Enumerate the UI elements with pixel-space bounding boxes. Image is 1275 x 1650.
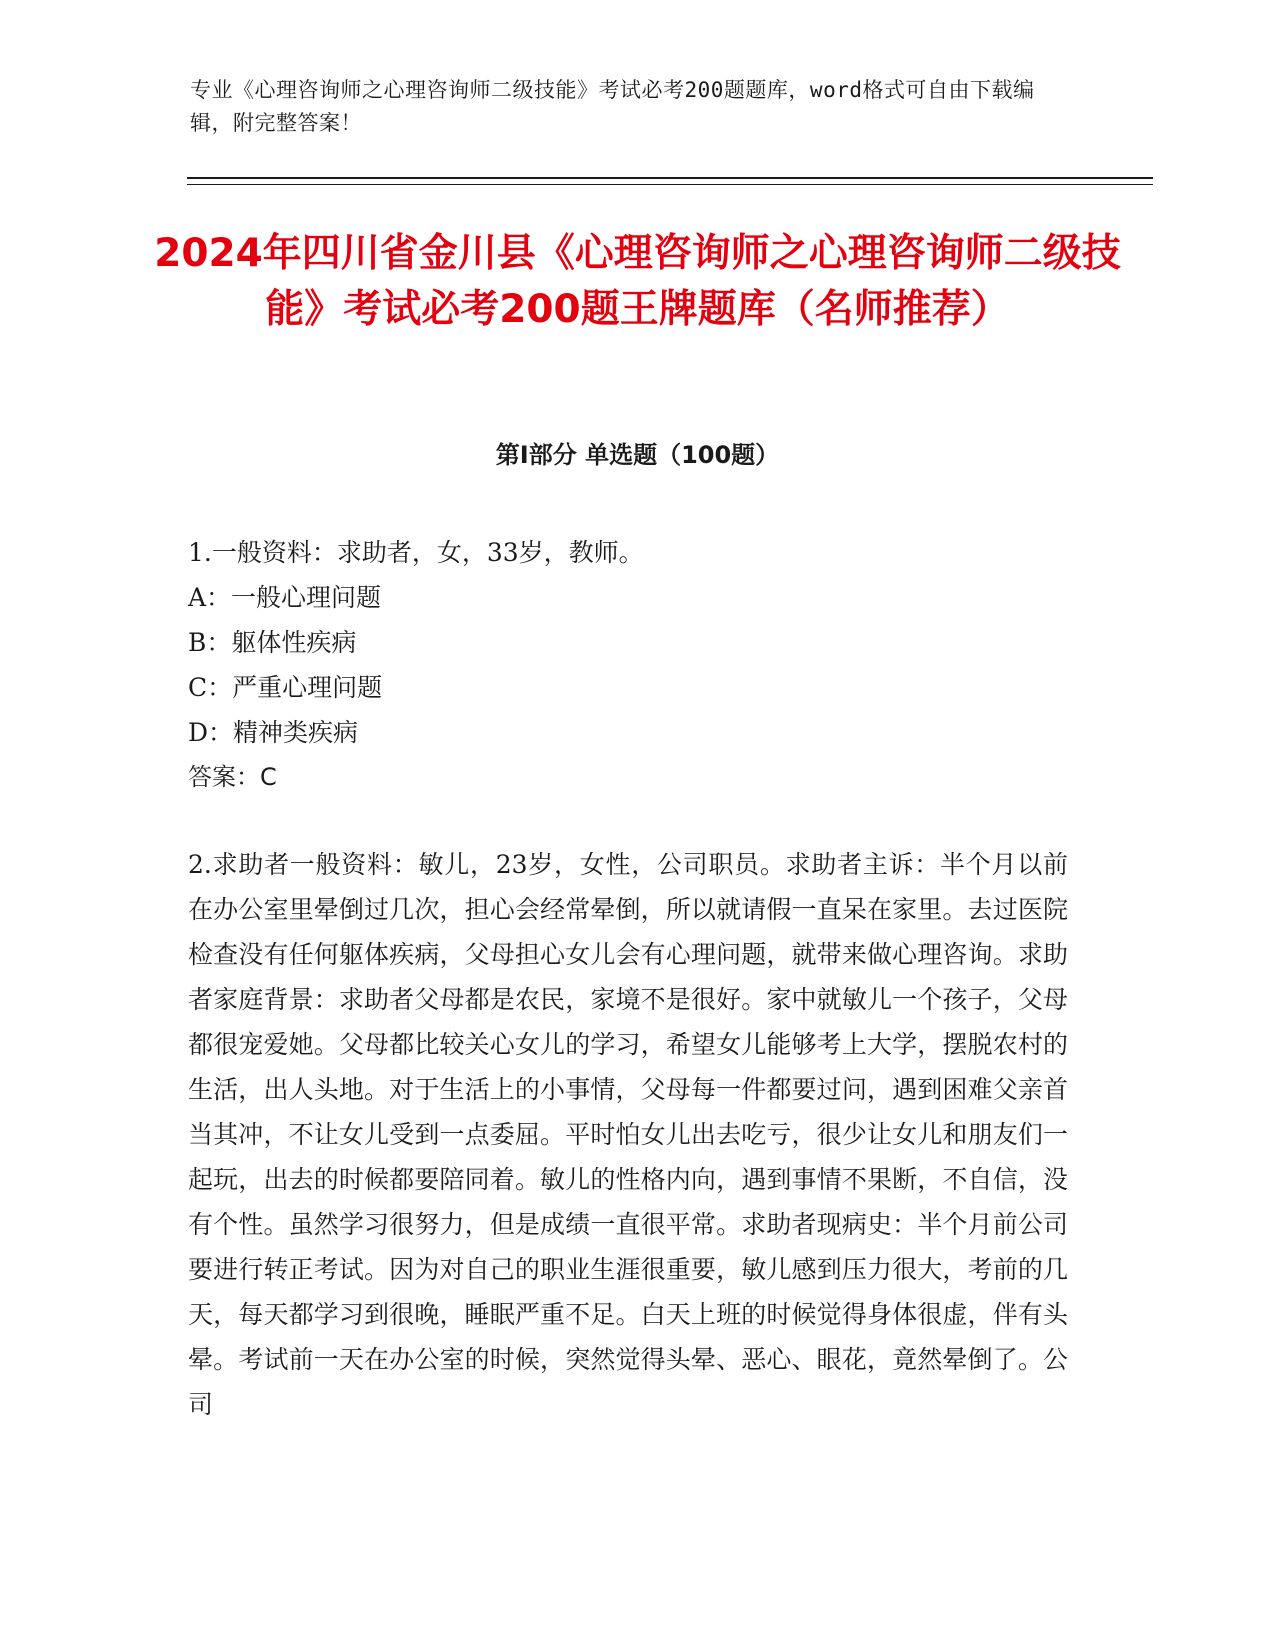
- option-c: C：严重心理问题: [188, 673, 383, 702]
- option-b: B：躯体性疾病: [188, 628, 357, 657]
- question-list: [188, 530, 1068, 1427]
- header-divider-thick: [187, 177, 1153, 179]
- document-title: 2024年四川省金川县《心理咨询师之心理咨询师二级技能》考试必考200题王牌题库（名师推荐）: [154, 231, 1121, 332]
- answer-line: 答案：C: [188, 763, 277, 791]
- question-spacer: [188, 800, 1068, 842]
- header-note: 专业《心理咨询师之心理咨询师二级技能》考试必考200题题库，word格式可自由下载编辑，附完整答案！: [190, 78, 1035, 135]
- question-stem: 2.求助者一般资料：敏儿，23岁，女性，公司职员。求助者主诉：半个月以前在办公室里晕倒过几次，担心会经常晕倒，所以就请假一直呆在家里。去过医院检查没有任何躯体疾病，父母担心女儿会有心理问题，就带来做心理咨询。求助者家庭背景：求助者父母都是农民，家境不是很好。家中就敏儿一个孩子，父母都很宠爱她。父母都比较关心女儿的学习，希望女儿能够考上大学，摆脱农村的生活，出人头地。对于生活上的小事情，父母每一件都要过问，遇到困难父亲首当其冲，不让女儿受到一点委屈。平时怕女儿出去吃亏，很少让女儿和朋友们一起玩，出去的时候都要陪同着。敏儿的性格内向，遇到事情不果断，不自信，没有个性。虽然学习很努力，但是成绩一直很平常。求助者现病史：半个月前公司要进行转正考试。因为对自己的职业生涯很重要，敏儿感到压力很大，考前的几天，每天都学习到很晚，睡眠严重不足。白天上班的时候觉得身体很虚，伴有头晕。考试前一天在办公室的时候，突然觉得头晕、恶心、眼花，竟然晕倒了。公司: [188, 850, 1068, 1419]
- question-1: [188, 530, 1068, 800]
- option-a: A：一般心理问题: [188, 583, 382, 612]
- option-d: D：精神类疾病: [188, 718, 359, 747]
- question-2: [188, 842, 1068, 1427]
- question-stem: 1.一般资料：求助者，女，33岁，教师。: [188, 538, 644, 567]
- header-divider-thin: [187, 184, 1153, 185]
- section-heading: 第Ⅰ部分 单选题（100题）: [495, 441, 780, 469]
